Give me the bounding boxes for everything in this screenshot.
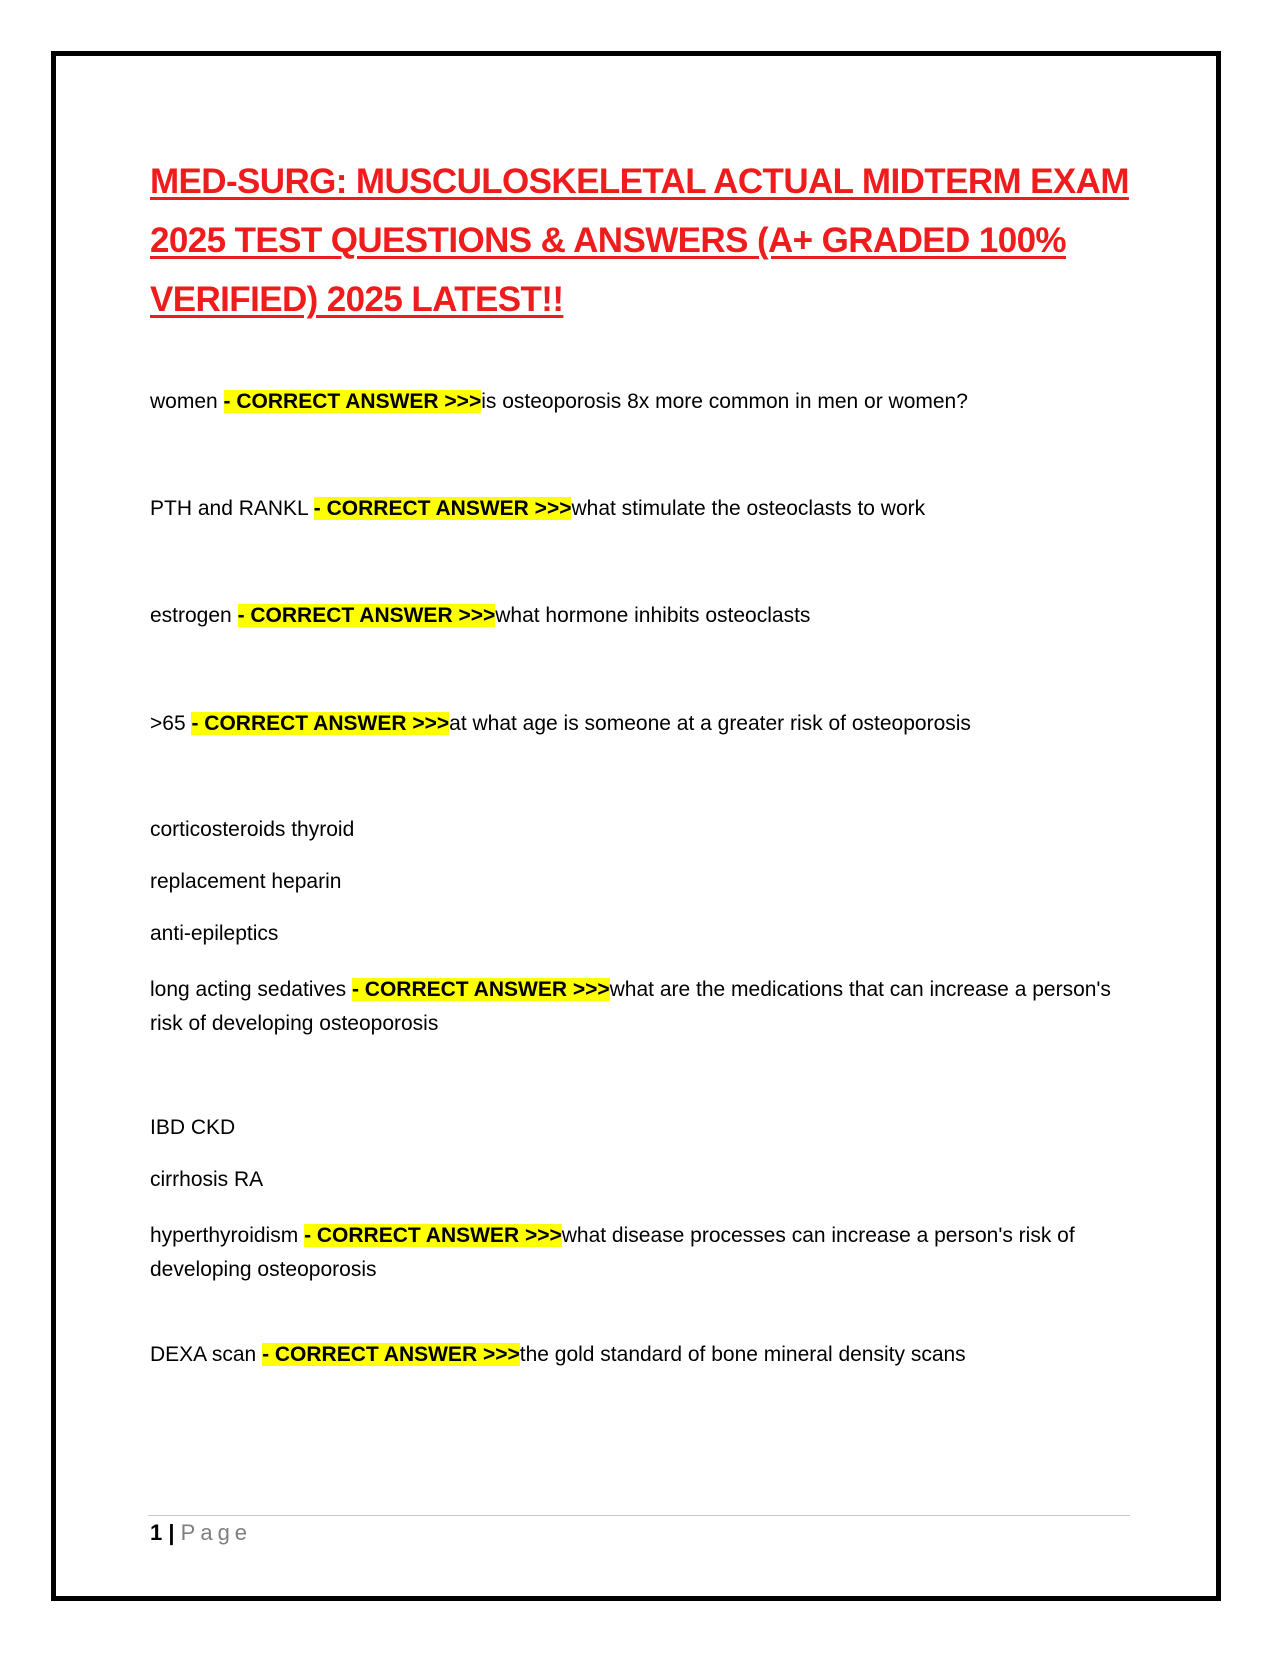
correct-answer-marker: - CORRECT ANSWER >>>: [223, 390, 482, 413]
footer-divider: [148, 1515, 1130, 1516]
answer-text: DEXA scan: [150, 1343, 263, 1366]
answer-text: estrogen: [150, 604, 238, 627]
page-number: 1: [150, 1520, 163, 1545]
page-label: Page: [180, 1520, 253, 1545]
question-text: the gold standard of bone mineral density scans: [519, 1343, 966, 1366]
correct-answer-marker: - CORRECT ANSWER >>>: [304, 1224, 562, 1247]
answer-line: anti-epileptics: [150, 922, 279, 945]
qa-item: [150, 1338, 1140, 1372]
correct-answer-marker: - CORRECT ANSWER >>>: [191, 712, 450, 735]
correct-answer-marker: - CORRECT ANSWER >>>: [262, 1343, 520, 1366]
qa-item: [150, 599, 1140, 633]
qa-item: [150, 707, 1140, 741]
answer-text: long acting sedatives: [150, 978, 352, 1001]
question-text: is osteoporosis 8x more common in men or women?: [481, 390, 968, 413]
answer-text: hyperthyroidism: [150, 1224, 305, 1247]
answer-text: >65: [150, 712, 192, 735]
qa-item: [150, 492, 1140, 526]
correct-answer-marker: - CORRECT ANSWER >>>: [313, 497, 572, 520]
answer-text: women: [150, 390, 224, 413]
footer-separator: |: [168, 1520, 175, 1545]
page-footer: [150, 1518, 252, 1548]
answer-line: replacement heparin: [150, 870, 342, 893]
question-text: what hormone inhibits osteoclasts: [495, 604, 811, 627]
question-text: what are the medications that can increase a person's risk of developing osteoporosis: [150, 978, 1111, 1035]
correct-answer-marker: - CORRECT ANSWER >>>: [351, 978, 610, 1001]
document-title: MED-SURG: MUSCULOSKELETAL ACTUAL MIDTERM EXAM 2025 TEST QUESTIONS & ANSWERS (A+ GRADED 100% VERIFIED) 2025 LATEST!!: [150, 162, 1129, 319]
question-text: what stimulate the osteoclasts to work: [571, 497, 926, 520]
qa-item: [150, 385, 1140, 419]
answer-text: PTH and RANKL: [150, 497, 314, 520]
correct-answer-marker: - CORRECT ANSWER >>>: [237, 604, 496, 627]
answer-line: IBD CKD: [150, 1116, 236, 1139]
answer-line: corticosteroids thyroid: [150, 818, 355, 841]
question-text: what disease processes can increase a person's risk of developing osteoporosis: [150, 1224, 1075, 1281]
question-text: at what age is someone at a greater risk of osteoporosis: [449, 712, 971, 735]
answer-line: cirrhosis RA: [150, 1168, 264, 1191]
qa-item: [150, 1219, 1140, 1287]
qa-item: [150, 973, 1140, 1041]
